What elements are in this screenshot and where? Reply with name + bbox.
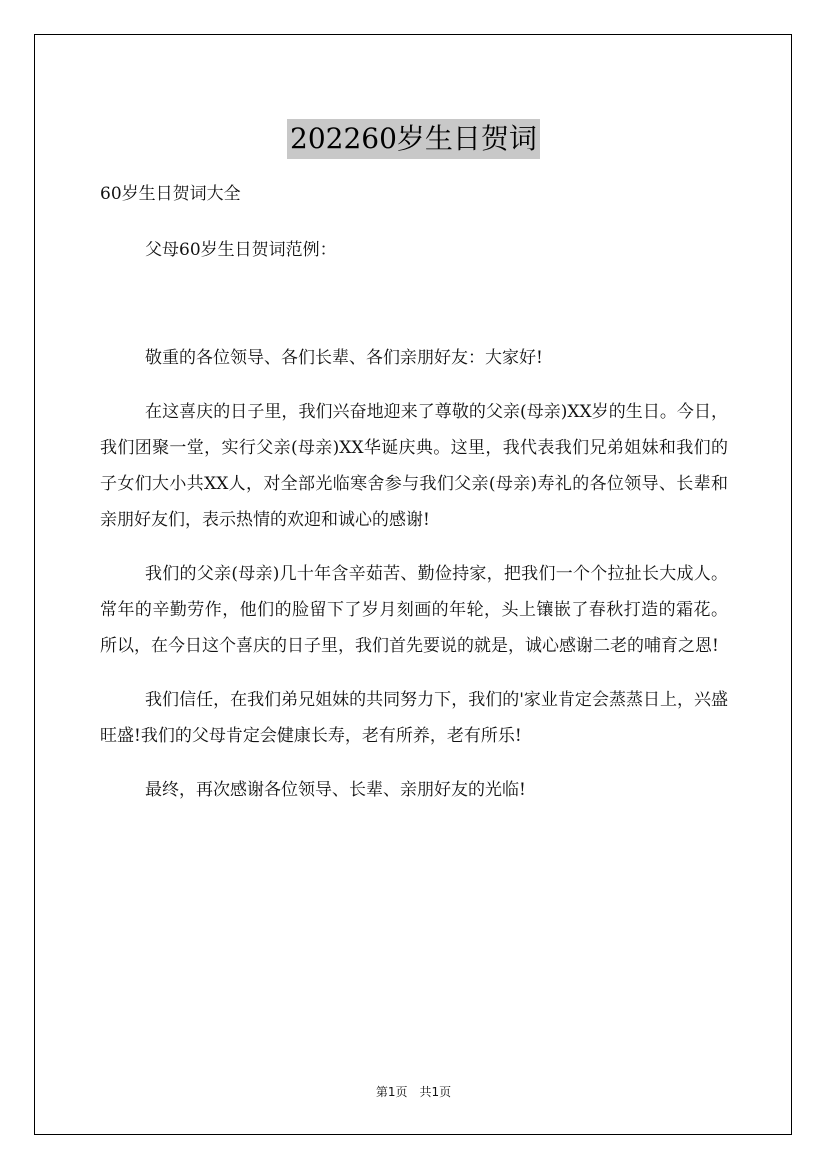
page-footer — [0, 1083, 827, 1101]
intro-line: 父母60岁生日贺词范例： — [145, 240, 337, 260]
paragraph-gratitude: 我们的父亲(母亲)几十年含辛茹苦、勤俭持家，把我们一个个拉扯长大成人。常年的辛勤劳作，他们的脸留下了岁月刻画的年轮，头上镶嵌了春秋打造的霜花。所以，在今日这个喜庆的日子里，我们首先要说的就是，诚心感谢二老的哺育之恩! — [100, 564, 728, 656]
page-number: 第1页 — [375, 1085, 408, 1099]
document-title: 202260岁生日贺词 — [287, 119, 540, 159]
document-subtitle: 60岁生日贺词大全 — [100, 184, 241, 204]
page-total: 共1页 — [419, 1085, 452, 1099]
paragraph-wishes: 我们信任，在我们弟兄姐妹的共同努力下，我们的'家业肯定会蒸蒸日上，兴盛旺盛!我们的父母肯定会健康长寿，老有所养，老有所乐! — [100, 690, 728, 746]
paragraph-welcome: 在这喜庆的日子里，我们兴奋地迎来了尊敬的父亲(母亲)XX岁的生日。今日，我们团聚一堂，实行父亲(母亲)XX华诞庆典。这里，我代表我们兄弟姐妹和我们的子女们大小共XX人，对全部光临寒舍参与我们父亲(母亲)寿礼的各位领导、长辈和亲朋好友们，表示热情的欢迎和诚心的感谢! — [100, 402, 728, 530]
document-body — [100, 340, 728, 826]
paragraph-closing: 最终，再次感谢各位领导、长辈、亲朋好友的光临! — [145, 780, 526, 800]
title-container — [0, 100, 827, 178]
paragraph-greeting: 敬重的各位领导、各们长辈、各们亲朋好友：大家好! — [145, 348, 543, 368]
